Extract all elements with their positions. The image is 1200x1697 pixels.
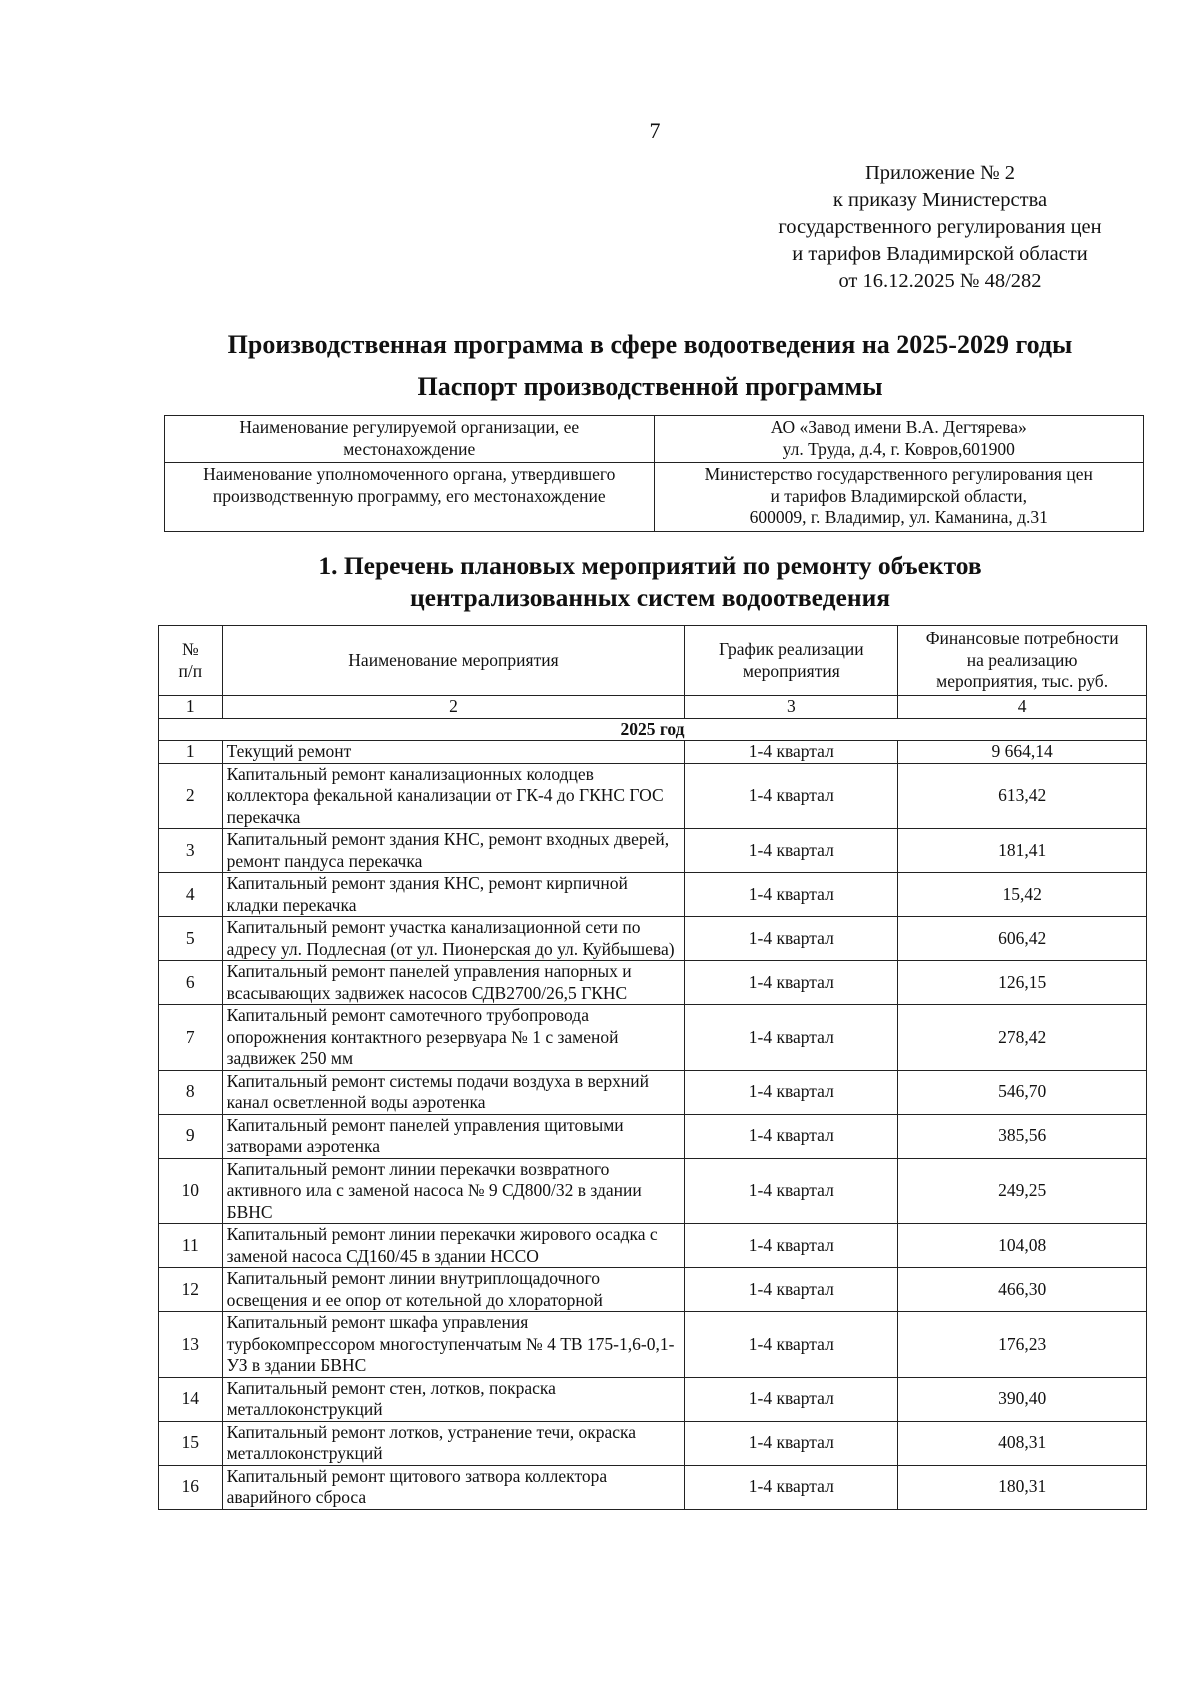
- row-measure-name: Капитальный ремонт панелей управления щитовыми затворами аэротенка: [222, 1114, 685, 1158]
- row-schedule: 1-4 квартал: [685, 1114, 898, 1158]
- table-row: [159, 1377, 1147, 1421]
- row-cost: 176,23: [898, 1312, 1147, 1378]
- column-number: 3: [685, 696, 898, 719]
- row-schedule: 1-4 квартал: [685, 763, 898, 829]
- row-measure-name: Капитальный ремонт здания КНС, ремонт кирпичной кладки перекачка: [222, 873, 685, 917]
- row-schedule: 1-4 квартал: [685, 917, 898, 961]
- row-cost: 466,30: [898, 1268, 1147, 1312]
- passport-value: АО «Завод имени В.А. Дегтярева» ул. Труда, д.4, г. Ковров,601900: [654, 416, 1144, 463]
- row-number: 9: [159, 1114, 223, 1158]
- appendix-line: государственного регулирования цен: [778, 216, 1102, 238]
- row-cost: 180,31: [898, 1465, 1147, 1509]
- table-row: [159, 1005, 1147, 1071]
- section-1-title: 1. Перечень плановых мероприятий по ремонту объектов централизованных систем водоотведения: [318, 551, 982, 612]
- header-schedule: График реализации мероприятия: [685, 626, 898, 696]
- column-number-row: [159, 696, 1147, 719]
- passport-title: Паспорт производственной программы: [417, 372, 883, 401]
- row-cost: 546,70: [898, 1070, 1147, 1114]
- table-row: [159, 1421, 1147, 1465]
- table-row: [159, 763, 1147, 829]
- row-cost: 126,15: [898, 961, 1147, 1005]
- page-number: 7: [649, 118, 661, 143]
- row-cost: 15,42: [898, 873, 1147, 917]
- appendix-line: и тарифов Владимирской области: [792, 243, 1088, 265]
- table-row: [159, 873, 1147, 917]
- row-number: 13: [159, 1312, 223, 1378]
- header-cost: Финансовые потребности на реализацию мероприятия, тыс. руб.: [898, 626, 1147, 696]
- appendix-block: [740, 160, 1140, 295]
- row-number: 6: [159, 961, 223, 1005]
- row-measure-name: Капитальный ремонт линии перекачки жирового осадка с заменой насоса СД160/45 в здании НССО: [222, 1224, 685, 1268]
- row-number: 16: [159, 1465, 223, 1509]
- header-num: № п/п: [159, 626, 223, 696]
- row-schedule: 1-4 квартал: [685, 1070, 898, 1114]
- row-cost: 390,40: [898, 1377, 1147, 1421]
- row-measure-name: Капитальный ремонт стен, лотков, покраска металлоконструкций: [222, 1377, 685, 1421]
- row-measure-name: Капитальный ремонт канализационных колодцев коллектора фекальной канализации от ГК-4 до ГКНС ГОС перекачка: [222, 763, 685, 829]
- table-row: [159, 829, 1147, 873]
- row-schedule: 1-4 квартал: [685, 1421, 898, 1465]
- row-number: 3: [159, 829, 223, 873]
- row-number: 7: [159, 1005, 223, 1071]
- table-row: [159, 1312, 1147, 1378]
- row-schedule: 1-4 квартал: [685, 829, 898, 873]
- row-cost: 385,56: [898, 1114, 1147, 1158]
- measures-table: [158, 625, 1147, 1510]
- column-number: 4: [898, 696, 1147, 719]
- table-row: [159, 741, 1147, 764]
- row-cost: 9 664,14: [898, 741, 1147, 764]
- passport-label: Наименование регулируемой организации, ее местонахождение: [165, 416, 655, 463]
- row-cost: 104,08: [898, 1224, 1147, 1268]
- row-number: 12: [159, 1268, 223, 1312]
- appendix-line: от 16.12.2025 № 48/282: [838, 270, 1042, 292]
- row-measure-name: Капитальный ремонт шкафа управления турбокомпрессором многоступенчатым № 4 ТВ 175-1,6-0,1-УЗ в здании БВНС: [222, 1312, 685, 1378]
- row-number: 4: [159, 873, 223, 917]
- column-number: 1: [159, 696, 223, 719]
- row-cost: 278,42: [898, 1005, 1147, 1071]
- row-schedule: 1-4 квартал: [685, 1377, 898, 1421]
- row-number: 11: [159, 1224, 223, 1268]
- table-row: [159, 1465, 1147, 1509]
- document-title: Производственная программа в сфере водоотведения на 2025-2029 годы: [227, 330, 1073, 359]
- header-name: Наименование мероприятия: [222, 626, 685, 696]
- row-number: 8: [159, 1070, 223, 1114]
- row-measure-name: Капитальный ремонт системы подачи воздуха в верхний канал осветленной воды аэротенка: [222, 1070, 685, 1114]
- row-number: 5: [159, 917, 223, 961]
- row-measure-name: Капитальный ремонт линии перекачки возвратного активного ила с заменой насоса № 9 СД800/32 в здании БВНС: [222, 1158, 685, 1224]
- passport-table: [164, 415, 1144, 532]
- row-schedule: 1-4 квартал: [685, 1158, 898, 1224]
- row-measure-name: Капитальный ремонт лотков, устранение течи, окраска металлоконструкций: [222, 1421, 685, 1465]
- row-cost: 181,41: [898, 829, 1147, 873]
- row-cost: 408,31: [898, 1421, 1147, 1465]
- year-label: 2025 год: [159, 718, 1147, 741]
- passport-row: [165, 463, 1144, 532]
- appendix-line: Приложение № 2: [864, 162, 1016, 184]
- row-cost: 613,42: [898, 763, 1147, 829]
- table-row: [159, 917, 1147, 961]
- table-row: [159, 961, 1147, 1005]
- row-measure-name: Капитальный ремонт участка канализационной сети по адресу ул. Подлесная (от ул. Пионерская до ул. Куйбышева): [222, 917, 685, 961]
- row-cost: 606,42: [898, 917, 1147, 961]
- row-measure-name: Капитальный ремонт самотечного трубопровода опорожнения контактного резервуара № 1 с заменой задвижек 250 мм: [222, 1005, 685, 1071]
- table-row: [159, 1158, 1147, 1224]
- row-number: 15: [159, 1421, 223, 1465]
- row-schedule: 1-4 квартал: [685, 1465, 898, 1509]
- row-schedule: 1-4 квартал: [685, 1312, 898, 1378]
- passport-label: Наименование уполномоченного органа, утвердившего производственную программу, его местонахождение: [165, 463, 655, 532]
- row-number: 1: [159, 741, 223, 764]
- row-number: 14: [159, 1377, 223, 1421]
- table-row: [159, 1268, 1147, 1312]
- row-schedule: 1-4 квартал: [685, 1224, 898, 1268]
- appendix-line: к приказу Министерства: [832, 189, 1048, 211]
- table-header-row: [159, 626, 1147, 696]
- passport-value: Министерство государственного регулирования цен и тарифов Владимирской области, 600009, г. Владимир, ул. Каманина, д.31: [654, 463, 1144, 532]
- table-row: [159, 1114, 1147, 1158]
- table-row: [159, 1224, 1147, 1268]
- row-schedule: 1-4 квартал: [685, 961, 898, 1005]
- row-measure-name: Капитальный ремонт линии внутриплощадочного освещения и ее опор от котельной до хлораторной: [222, 1268, 685, 1312]
- column-number: 2: [222, 696, 685, 719]
- year-row: [159, 718, 1147, 741]
- row-measure-name: Капитальный ремонт панелей управления напорных и всасывающих задвижек насосов СДВ2700/26,5 ГКНС: [222, 961, 685, 1005]
- row-measure-name: Текущий ремонт: [222, 741, 685, 764]
- passport-row: [165, 416, 1144, 463]
- row-measure-name: Капитальный ремонт щитового затвора коллектора аварийного сброса: [222, 1465, 685, 1509]
- row-schedule: 1-4 квартал: [685, 1005, 898, 1071]
- row-number: 2: [159, 763, 223, 829]
- row-schedule: 1-4 квартал: [685, 873, 898, 917]
- row-number: 10: [159, 1158, 223, 1224]
- table-row: [159, 1070, 1147, 1114]
- row-schedule: 1-4 квартал: [685, 1268, 898, 1312]
- row-measure-name: Капитальный ремонт здания КНС, ремонт входных дверей, ремонт пандуса перекачка: [222, 829, 685, 873]
- row-schedule: 1-4 квартал: [685, 741, 898, 764]
- row-cost: 249,25: [898, 1158, 1147, 1224]
